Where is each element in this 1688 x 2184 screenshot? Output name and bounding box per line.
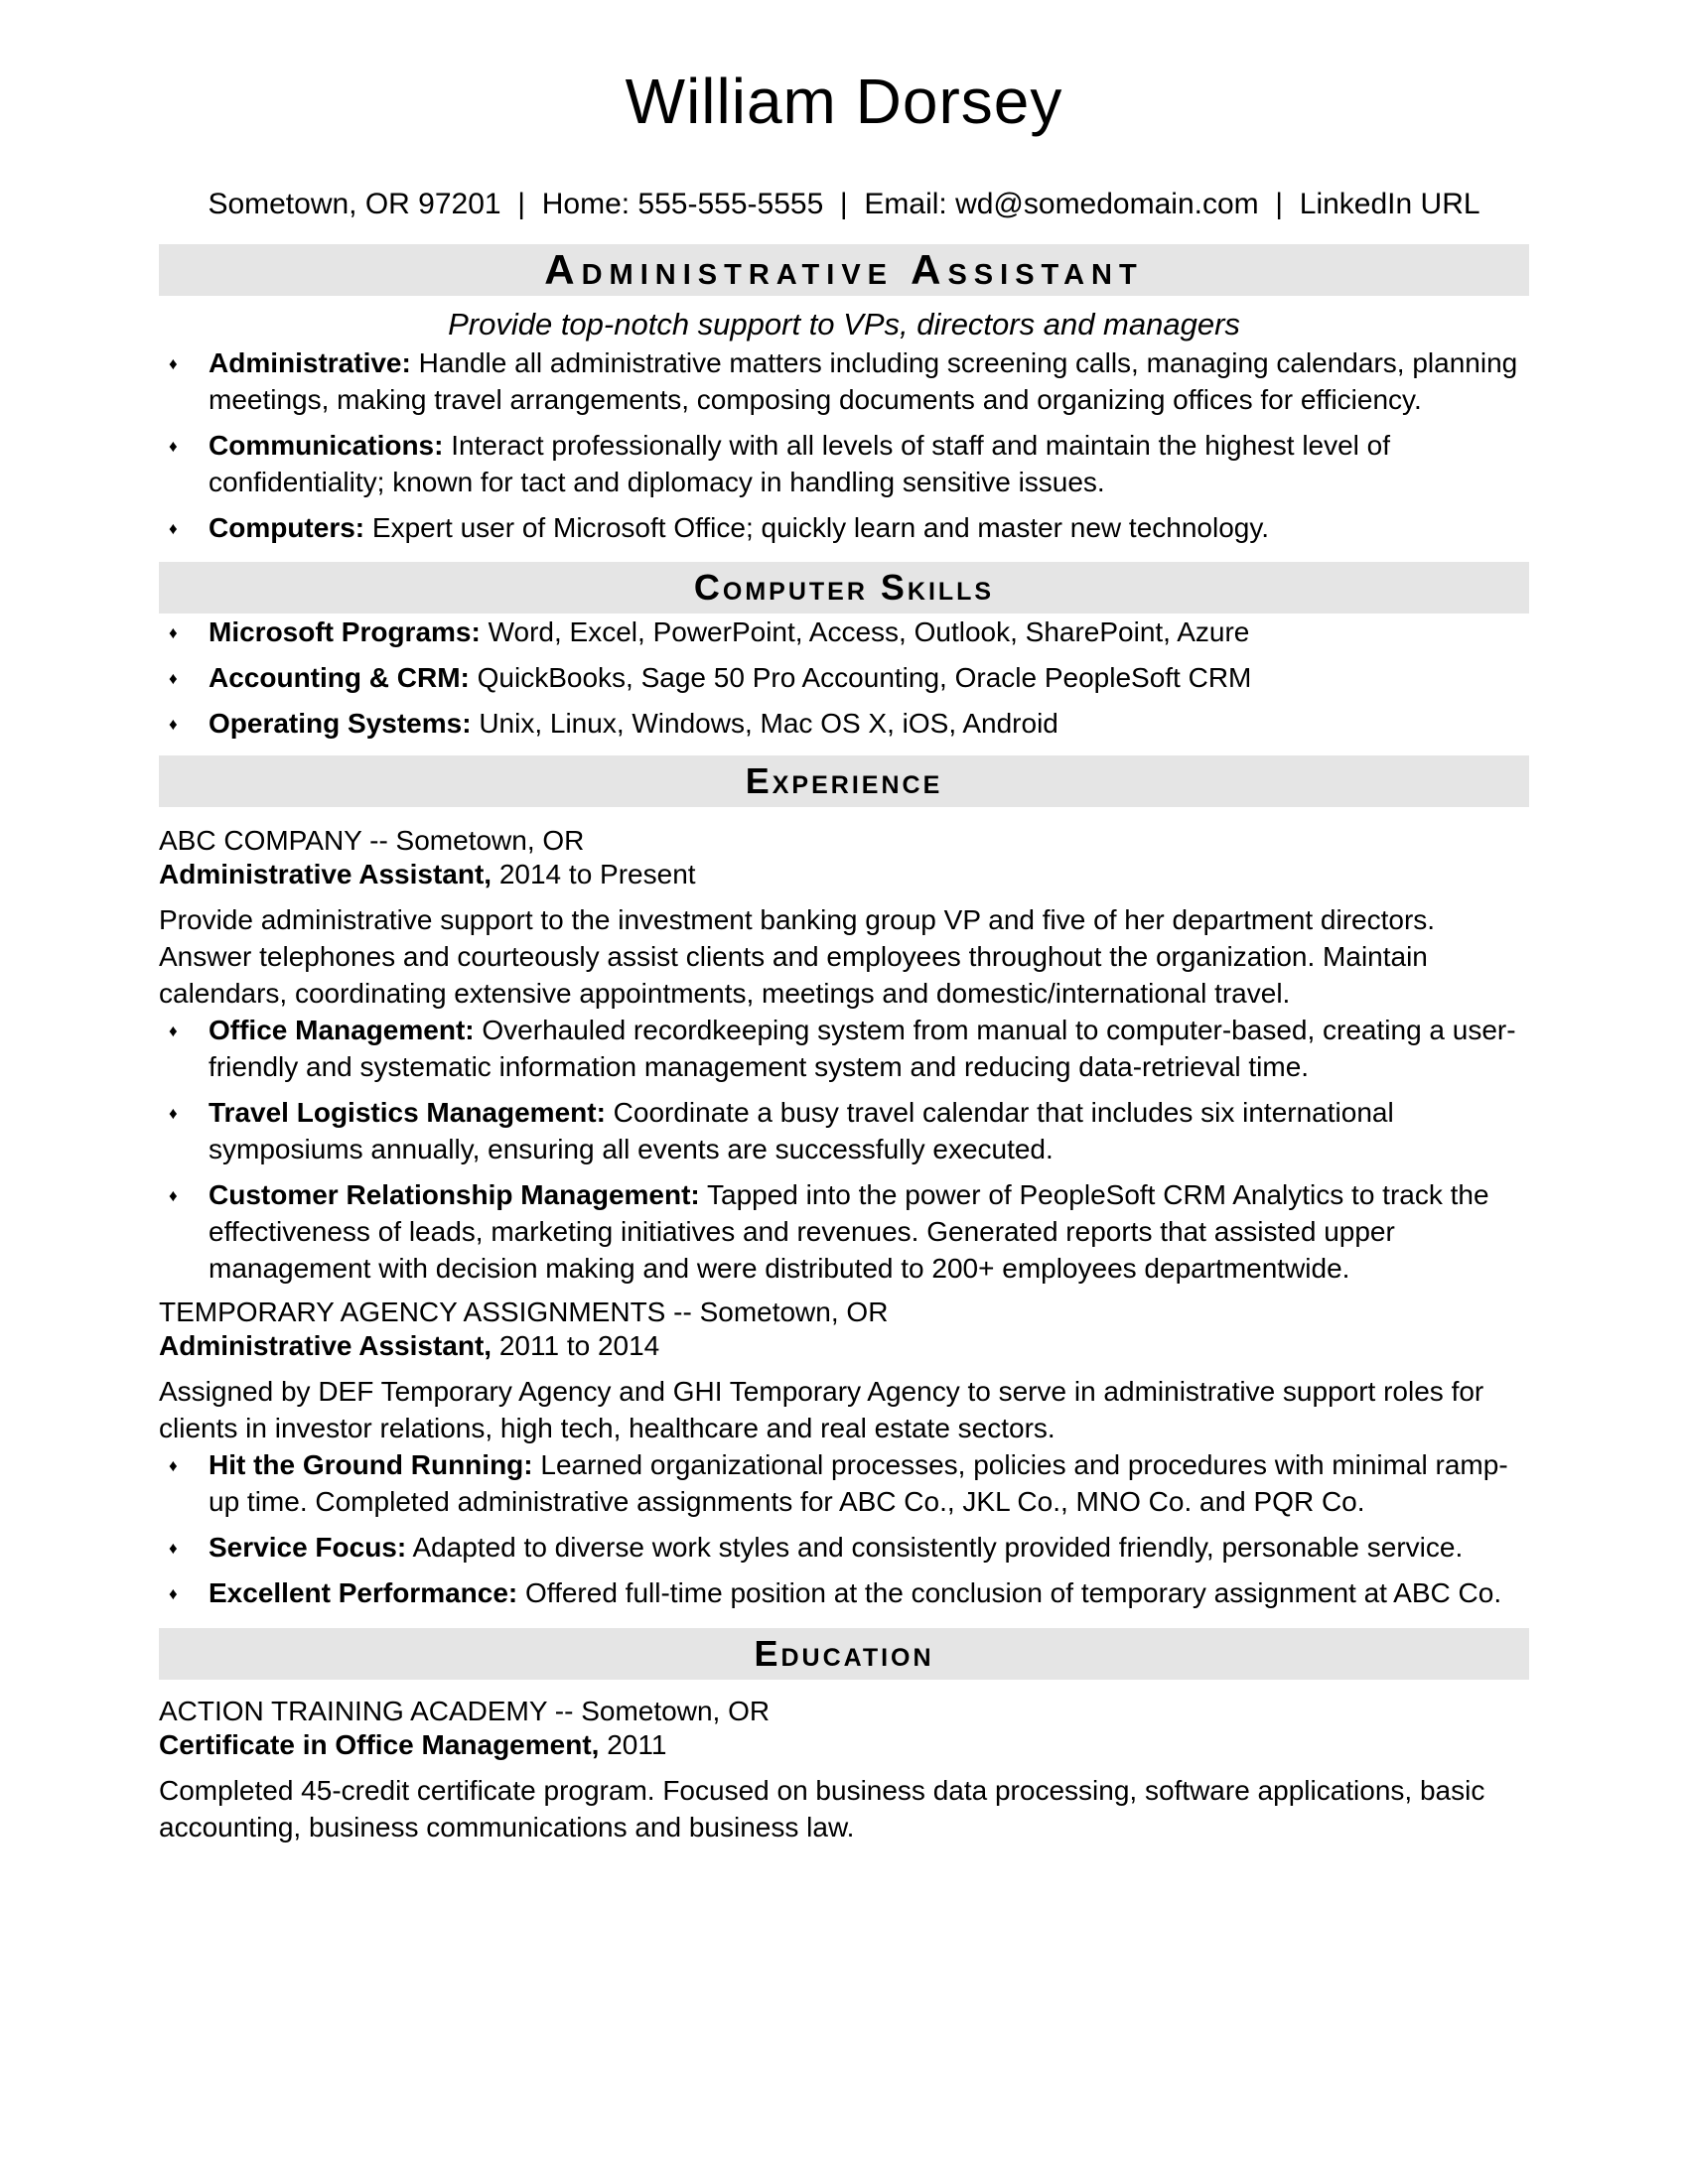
bullet-label: Excellent Performance:: [209, 1577, 518, 1608]
skills-bullet-list: [159, 614, 1529, 742]
person-name: William Dorsey: [625, 66, 1063, 137]
resume-title: Administrative Assistant: [544, 246, 1144, 293]
bullet-label: Accounting & CRM:: [209, 662, 470, 693]
summary-bullet: [159, 427, 1529, 500]
job-bullet-list: [159, 1012, 1529, 1287]
education-entry: [159, 1695, 1529, 1845]
education-description: Completed 45-credit certificate program. Focused on business data processing, software applications, basic accounting, business communications and business law.: [159, 1775, 1485, 1843]
job-bullet: [159, 1529, 1529, 1566]
job-abc-company: [159, 824, 1529, 1287]
bullet-label: Travel Logistics Management:: [209, 1097, 606, 1128]
diamond-bullet-icon: ♦: [169, 623, 178, 642]
job-temporary-agency: [159, 1296, 1529, 1611]
bullet-text: Word, Excel, PowerPoint, Access, Outlook, SharePoint, Azure: [488, 616, 1250, 647]
degree-year: 2011: [607, 1729, 667, 1760]
job-bullet: [159, 1094, 1529, 1167]
skill-bullet: [159, 705, 1529, 742]
bullet-text: QuickBooks, Sage 50 Pro Accounting, Oracle PeopleSoft CRM: [477, 662, 1252, 693]
tagline: Provide top-notch support to VPs, directors and managers: [448, 307, 1240, 341]
company-line: ABC COMPANY -- Sometown, OR: [159, 825, 585, 856]
diamond-bullet-icon: ♦: [169, 519, 178, 538]
bullet-text: Unix, Linux, Windows, Mac OS X, iOS, Android: [479, 708, 1058, 739]
job-bullet-list: [159, 1446, 1529, 1611]
section-header-education: [159, 1628, 1529, 1680]
bullet-text: Interact professionally with all levels of staff and maintain the highest level of confidentiality; known for tact and diplomacy in handling sensitive issues.: [209, 430, 1391, 497]
bullet-text: Overhauled recordkeeping system from manual to computer-based, creating a user-friendly and systematic information management system and reducing data-retrieval time.: [209, 1015, 1516, 1082]
company-line: TEMPORARY AGENCY ASSIGNMENTS -- Sometown, OR: [159, 1297, 889, 1327]
job-bullet: [159, 1574, 1529, 1611]
bullet-text: Offered full-time position at the conclusion of temporary assignment at ABC Co.: [525, 1577, 1502, 1608]
bullet-text: Expert user of Microsoft Office; quickly learn and master new technology.: [371, 512, 1270, 543]
job-title-line: [159, 1329, 1529, 1363]
bullet-label: Office Management:: [209, 1015, 475, 1045]
section-heading: Computer Skills: [693, 567, 995, 608]
summary-bullet: [159, 509, 1529, 546]
job-dates: 2014 to Present: [498, 859, 696, 889]
bullet-text: Coordinate a busy travel calendar that includes six international symposiums annually, ensuring all events are successfully executed.: [209, 1097, 1394, 1164]
diamond-bullet-icon: ♦: [169, 1104, 178, 1123]
summary-bullet-list: [159, 344, 1529, 546]
job-title: Administrative Assistant,: [159, 1330, 492, 1361]
section-heading: Education: [754, 1633, 934, 1674]
bullet-text: Adapted to diverse work styles and consistently provided friendly, personable service.: [412, 1532, 1464, 1563]
diamond-bullet-icon: ♦: [169, 715, 178, 734]
job-description: Provide administrative support to the investment banking group VP and five of her department directors. Answer telephones and courteously assist clients and employees throughout the organization. Maintain calendars, coordinating extensive appointments, meetings and domestic/international travel.: [159, 904, 1436, 1009]
job-bullet: [159, 1176, 1529, 1287]
bullet-label: Service Focus:: [209, 1532, 407, 1563]
diamond-bullet-icon: ♦: [169, 1456, 178, 1475]
degree-line: [159, 1728, 1529, 1762]
diamond-bullet-icon: ♦: [169, 437, 178, 456]
bullet-label: Customer Relationship Management:: [209, 1179, 700, 1210]
section-heading: Experience: [745, 760, 943, 801]
section-header-experience: [159, 755, 1529, 807]
skill-bullet: [159, 659, 1529, 696]
degree-title: Certificate in Office Management,: [159, 1729, 600, 1760]
resume-title-band: [159, 244, 1529, 296]
job-bullet: [159, 1012, 1529, 1085]
diamond-bullet-icon: ♦: [169, 1022, 178, 1040]
diamond-bullet-icon: ♦: [169, 354, 178, 373]
bullet-label: Administrative:: [209, 347, 411, 378]
bullet-label: Hit the Ground Running:: [209, 1449, 533, 1480]
diamond-bullet-icon: ♦: [169, 1186, 178, 1205]
school-line: ACTION TRAINING ACADEMY -- Sometown, OR: [159, 1696, 771, 1726]
bullet-label: Computers:: [209, 512, 365, 543]
contact-line: Sometown, OR 97201 | Home: 555-555-5555 | Email: wd@somedomain.com | LinkedIn URL: [208, 188, 1480, 220]
bullet-text: Handle all administrative matters including screening calls, managing calendars, planning meetings, making travel arrangements, composing documents and organizing offices for efficiency.: [209, 347, 1518, 415]
bullet-label: Communications:: [209, 430, 444, 461]
bullet-text: Learned organizational processes, policies and procedures with minimal ramp-up time. Completed administrative assignments for ABC Co., JKL Co., MNO Co. and PQR Co.: [209, 1449, 1508, 1517]
section-header-computer-skills: [159, 562, 1529, 614]
bullet-label: Microsoft Programs:: [209, 616, 481, 647]
bullet-label: Operating Systems:: [209, 708, 472, 739]
job-bullet: [159, 1446, 1529, 1520]
job-description: Assigned by DEF Temporary Agency and GHI Temporary Agency to serve in administrative support roles for clients in investor relations, high tech, healthcare and real estate sectors.: [159, 1376, 1484, 1443]
job-title-line: [159, 858, 1529, 891]
diamond-bullet-icon: ♦: [169, 1539, 178, 1558]
job-dates: 2011 to 2014: [498, 1330, 660, 1361]
summary-bullet: [159, 344, 1529, 418]
bullet-text: Tapped into the power of PeopleSoft CRM Analytics to track the effectiveness of leads, marketing initiatives and revenues. Generated reports that assisted upper management with decision making and were distributed to 200+ employees departmentwide.: [209, 1179, 1489, 1284]
diamond-bullet-icon: ♦: [169, 669, 178, 688]
skill-bullet: [159, 614, 1529, 650]
diamond-bullet-icon: ♦: [169, 1584, 178, 1603]
job-title: Administrative Assistant,: [159, 859, 492, 889]
